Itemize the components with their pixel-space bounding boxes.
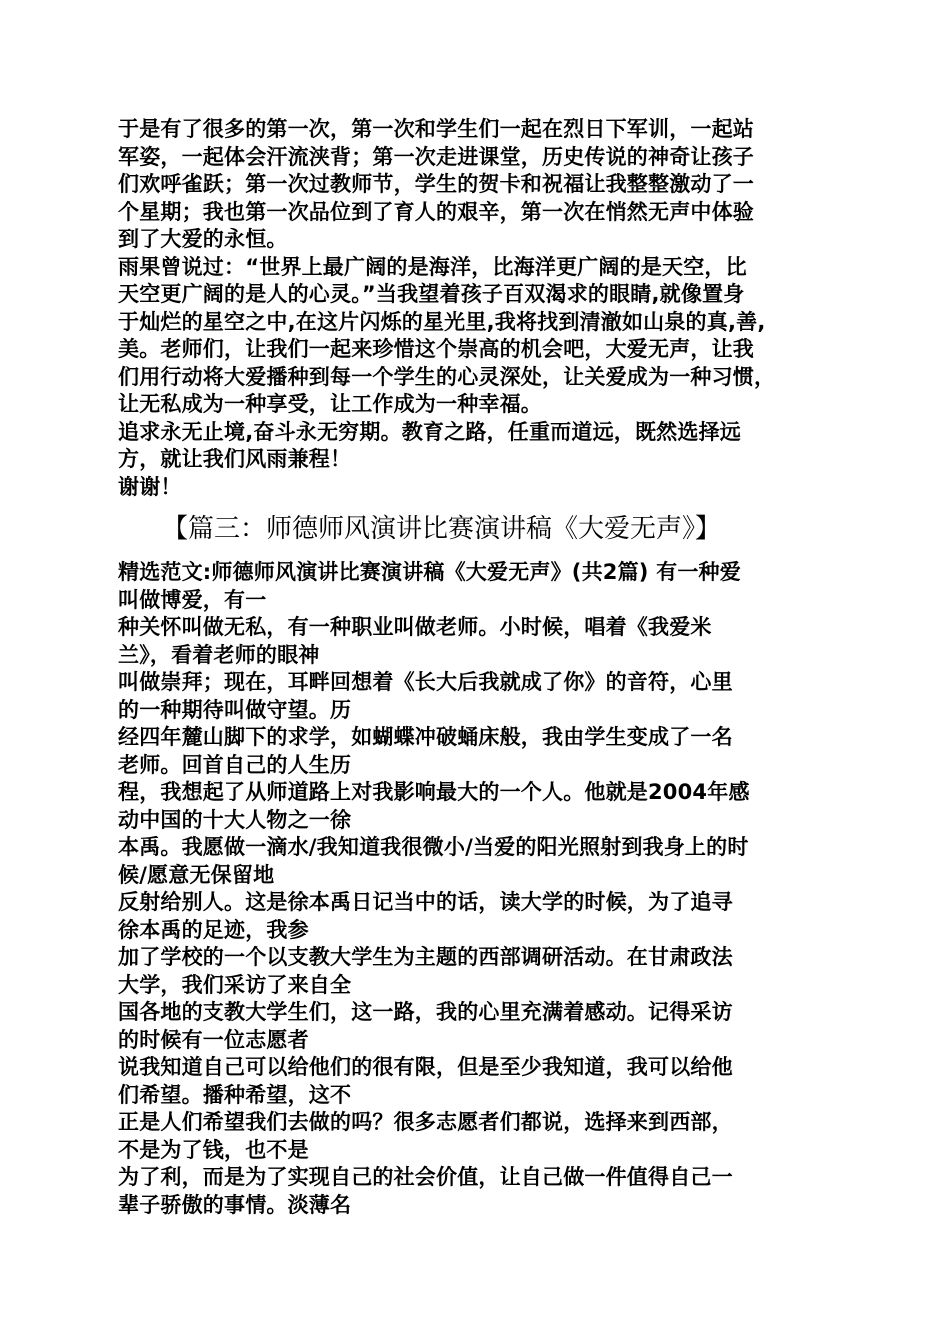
text-line: 本禹。我愿做一滴水/我知道我很微小/当爱的阳光照射到我身上的时 <box>118 835 749 859</box>
text-line: 到了大爱的永恒。 <box>118 227 288 251</box>
text-line: 不是为了钱，也不是 <box>118 1137 309 1162</box>
text-line: 于灿烂的星空之中,在这片闪烁的星光里,我将找到清澈如山泉的真,善, <box>118 309 766 334</box>
text-line: 动中国的十大人物之一徐 <box>118 807 352 832</box>
text-line: 老师。回首自己的人生历 <box>118 752 352 777</box>
text-line: 种关怀叫做无私，有一种职业叫做老师。小时候，唱着《我爱米 <box>118 615 712 639</box>
text-line: 们用行动将大爱播种到每一个学生的心灵深处，让关爱成为一种习惯， <box>118 364 776 389</box>
text-line: 国各地的支教大学生们，这一路，我的心里充满着感动。记得采访 <box>118 1000 733 1024</box>
document-page <box>118 116 838 1219</box>
text-line: 候/愿意无保留地 <box>118 862 275 887</box>
text-line: 徐本禹的足迹，我参 <box>118 917 309 942</box>
text-line: 叫做博爱，有一 <box>118 587 267 612</box>
section-heading: 【篇三：师德师风演讲比赛演讲稿《大爱无声》】 <box>162 514 722 544</box>
text-line: 美。老师们，让我们一起来珍惜这个崇高的机会吧，大爱无声，让我 <box>118 337 754 361</box>
text-line: 精选范文:师德师风演讲比赛演讲稿《大爱无声》(共2篇) 有一种爱 <box>118 560 741 584</box>
text-line: 军姿，一起体会汗流浃背；第一次走进课堂，历史传说的神奇让孩子 <box>118 144 754 169</box>
text-line: 于是有了很多的第一次，第一次和学生们一起在烈日下军训，一起站 <box>118 117 754 141</box>
text-line: 正是人们希望我们去做的吗？很多志愿者们都说，选择来到西部， <box>118 1110 733 1134</box>
text-line: 加了学校的一个以支教大学生为主题的西部调研活动。在甘肃政法 <box>118 945 733 969</box>
text-line: 兰》，看着老师的眼神 <box>118 642 320 667</box>
text-line: 为了利，而是为了实现自己的社会价值，让自己做一件值得自己一 <box>118 1165 733 1189</box>
text-line: 程，我想起了从师道路上对我影响最大的一个人。他就是2004年感 <box>118 780 750 804</box>
text-line: 大学，我们采访了来自全 <box>118 972 352 997</box>
text-line: 方，就让我们风雨兼程！ <box>118 447 352 471</box>
speech-body-part2 <box>118 559 838 1219</box>
text-line: 的一种期待叫做守望。历 <box>118 697 352 722</box>
text-line: 个星期；我也第一次品位到了育人的艰辛，第一次在悄然无声中体验 <box>118 199 754 224</box>
text-line: 们希望。播种希望，这不 <box>118 1082 352 1107</box>
text-line: 说我知道自己可以给他们的很有限，但是至少我知道，我可以给他 <box>118 1055 733 1079</box>
text-line: 的时候有一位志愿者 <box>118 1027 309 1052</box>
text-line: 们欢呼雀跃；第一次过教师节，学生的贺卡和祝福让我整整激动了一 <box>118 172 754 196</box>
text-line: 反射给别人。这是徐本禹日记当中的话，读大学的时候，为了追寻 <box>118 890 733 914</box>
text-line: 天空更广阔的是人的心灵。”当我望着孩子百双渴求的眼睛,就像置身 <box>118 282 745 306</box>
text-line: 叫做崇拜；现在，耳畔回想着《长大后我就成了你》的音符，心里 <box>118 670 733 694</box>
text-line: 让无私成为一种享受，让工作成为一种幸福。 <box>118 392 542 416</box>
text-line: 经四年麓山脚下的求学，如蝴蝶冲破蛹床般，我由学生变成了一名 <box>118 725 733 749</box>
text-line: 雨果曾说过：“世界上最广阔的是海洋，比海洋更广阔的是天空，比 <box>118 254 747 279</box>
text-line: 谢谢！ <box>118 474 182 499</box>
speech-body-part1 <box>118 116 838 501</box>
text-line: 追求永无止境,奋斗永无穷期。教育之路，任重而道远，既然选择远 <box>118 419 741 444</box>
text-line: 辈子骄傲的事情。淡薄名 <box>118 1192 352 1217</box>
